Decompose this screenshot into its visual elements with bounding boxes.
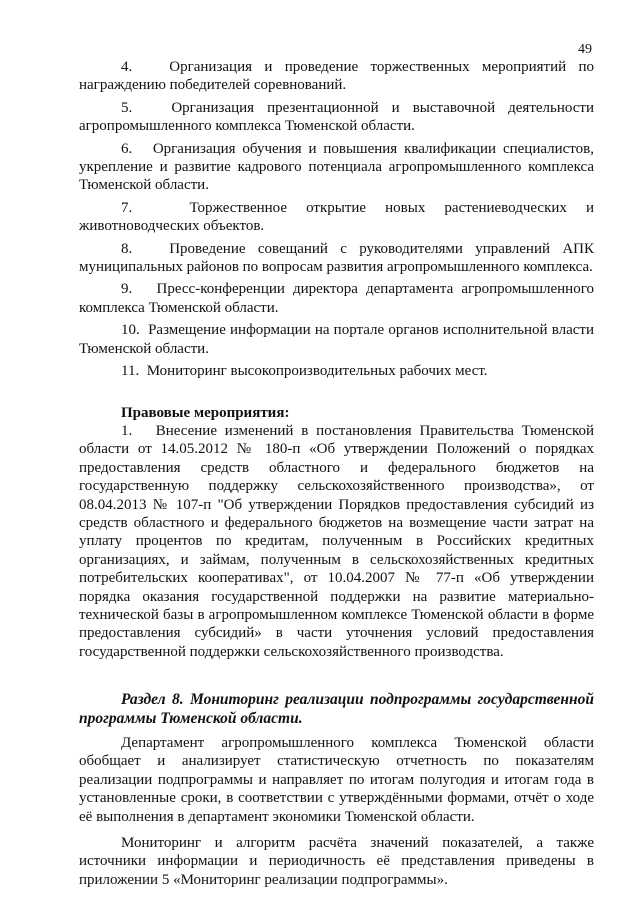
list-item: 6. Организация обучения и повышения квалификации специалистов, укрепление и развитие кадрового потенциала агропромышленного комплекса Тюменской области.: [79, 140, 594, 194]
list-item: 9. Пресс-конференции директора департамента агропромышленного комплекса Тюменской области.: [79, 281, 594, 316]
list-item: 5. Организация презентационной и выставочной деятельности агропромышленного комплекса Тюменской области.: [79, 99, 594, 135]
list-item: 7. Торжественное открытие новых растениеводческих и животноводческих объектов.: [79, 199, 594, 235]
section-title: Раздел 8. Мониторинг реализации подпрограммы государственной программы Тюменской области.: [79, 691, 594, 727]
list-item: 4. Организация и проведение торжественных мероприятий по награждению победителей соревнований.: [79, 59, 594, 94]
legal-heading: Правовые мероприятия:: [121, 404, 290, 421]
events-list: [79, 58, 594, 381]
list-item: 10. Размещение информации на портале органов исполнительной власти Тюменской области.: [79, 322, 594, 357]
page-content: [79, 58, 594, 889]
list-item: 11. Мониторинг высокопроизводительных рабочих мест.: [121, 363, 488, 380]
page-number: 49: [578, 42, 592, 57]
section-paragraph: Департамент агропромышленного комплекса Тюменской области обобщает и анализирует статистическую отчетность по показателям реализации подпрограммы и направляет по итогам полугодия и итогам года в установленные сроки, в соответствии с утверждёнными формами, отчёт о ходе её выполнения в департамент экономики Тюменской области.: [79, 735, 594, 825]
section-paragraph: Мониторинг и алгоритм расчёта значений показателей, а также источники информации и периодичность её представления приведены в приложении 5 «Мониторинг реализации подпрограммы».: [79, 835, 594, 888]
list-item: 8. Проведение совещаний с руководителями управлений АПК муниципальных районов по вопросам развития агропромышленного комплекса.: [79, 240, 594, 276]
legal-item: 1. Внесение изменений в постановления Правительства Тюменской области от 14.05.2012 № 180-п «Об утверждении Положений о порядках предоставления средств областного и федерального бюджетов на государственную поддержку сельскохозяйственного производства», от 08.04.2013 № 107-п "Об утверждении Порядков предоставления субсидий из средств областного и федерального бюджетов на возмещение части затрат на уплату процентов по кредитам, полученным в Российских кредитных организациях, и займам, полученным в сельскохозяйственных кредитных потребительских кооперативах", от 10.04.2007 № 77-п «Об утверждении порядка оказания государственной поддержки на развитие материально-технической базы в агропромышленном комплексе Тюменской области в форме предоставления субсидий» в части уточнения условий предоставления государственной поддержки сельскохозяйственного производства.: [79, 422, 594, 660]
